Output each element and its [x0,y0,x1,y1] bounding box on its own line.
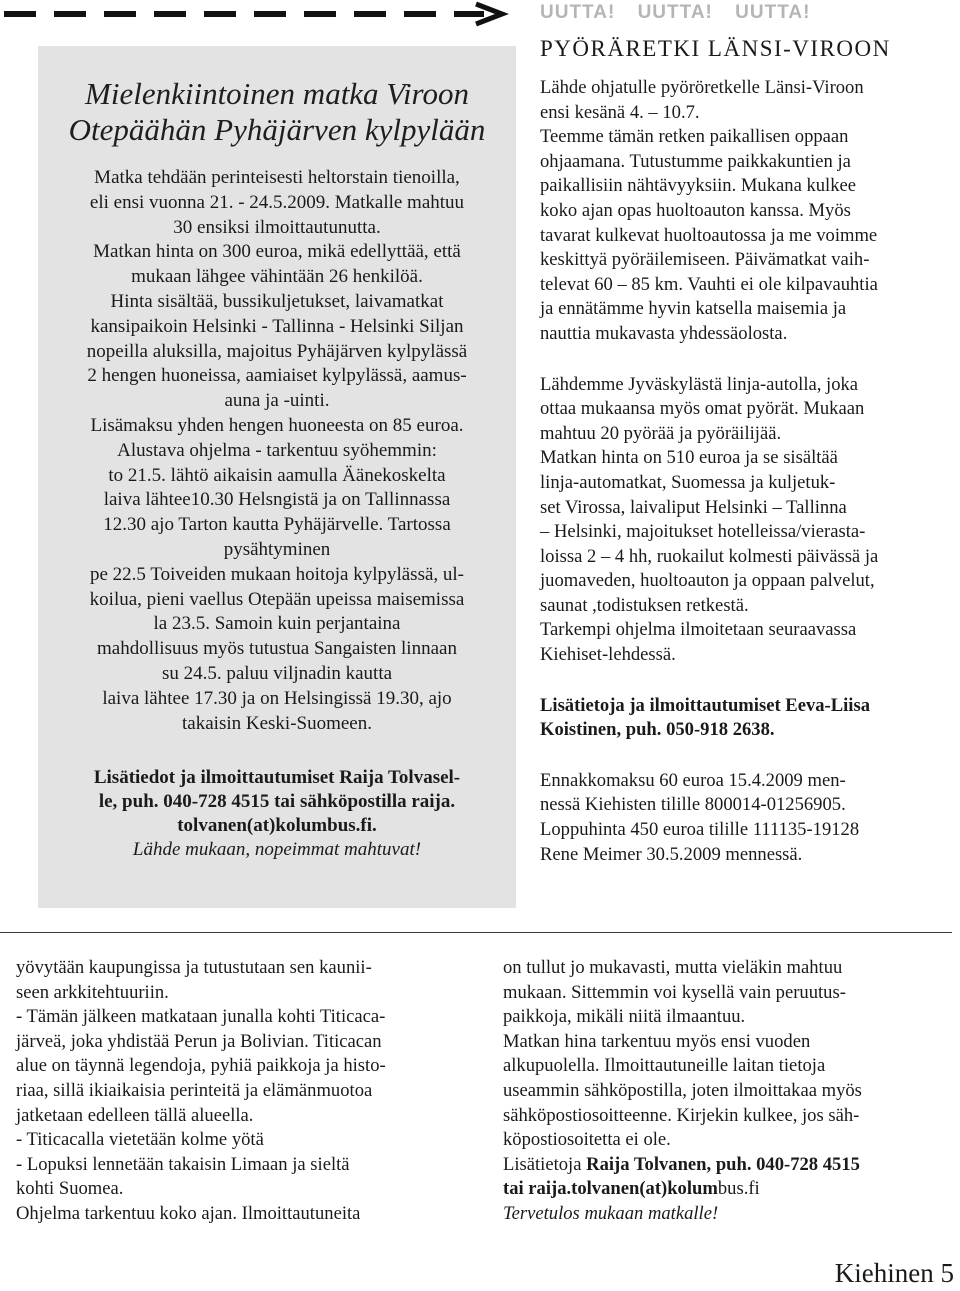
payment-line: nessä Kiehisten tilille 800014-01256905. [540,794,846,816]
bike-line: Kiehiset-lehdessä. [540,644,676,666]
trip-line: Matka tehdään perinteisesti heltorstain tienoilla, [94,167,460,188]
bike-line: ottaa mukaansa myös omat pyörät. Mukaan [540,398,865,420]
text-line: mukaan. Sittemmin voi kysellä vain peruutus- [503,981,846,1003]
text-line: riaa, sillä ikiaikaisia perinteitä ja elämänmuotoa [16,1079,373,1101]
text-line: seen arkkitehtuuriin. [16,981,169,1003]
contact-line [503,1177,953,1202]
trip-line: kansipaikoin Helsinki - Tallinna - Helsinki Siljan [90,315,464,337]
peru-trip-text-left [16,956,486,1227]
trip-line: pe 22.5 Toiveiden mukaan hoitoja kylpylässä, ul- [89,563,465,585]
trip-line: pysähtyminen [223,538,331,560]
trip-line: Lisämaksu yhden hengen huoneesta on 85 euroa. [90,414,464,436]
contact-line: tolvanen(at)kolumbus.fi. [177,815,377,837]
text-line: Matkan hina tarkentuu myös ensi vuoden [503,1030,811,1052]
trip-line: Hinta sisältää, bussikuljetukset, laivamatkat [110,290,444,312]
text-line: - Titicacalla vietetään kolme yötä [16,1129,264,1151]
contact-line: Lisätiedot ja ilmoittautumiset Raija Tolvasel- [93,767,461,789]
page-footer: Kiehinen 5 [834,1258,954,1288]
news-label: UUTTA! [735,2,811,23]
bike-line: paikallisiin nähtävyyksiin. Mukana kulkee [540,175,857,197]
bike-line: mahtuu 20 pyörää ja pyöräilijää. [540,422,782,444]
trip-title-line: Otepäähän Pyhäjärven kylpylään [68,112,486,147]
text-line: useammin sähköpostilla, joten ilmoittakaa myös [503,1079,862,1101]
bike-line: televat 60 – 85 km. Vauhti ei ole kilpavauhtia [540,273,878,295]
trip-title-line: Mielenkiintoinen matka Viroon [85,76,469,111]
welcome-closing: Tervetulos mukaan matkalle! [503,1202,719,1224]
bike-line: set Virossa, laivaliput Helsinki – Tallinna [540,496,847,518]
trip-line: laiva lähtee10.30 Helsngistä ja on Tallinnassa [103,489,451,511]
trip-line: to 21.5. lähtö aikaisin aamulla Äänekoskelta [108,464,446,486]
payment-line: Loppuhinta 450 euroa tilille 111135-19128 [540,819,860,841]
bike-line: – Helsinki, majoitukset hotelleissa/vierasta- [540,521,866,543]
trip-line: Alustava ohjelma - tarkentuu syöhemmin: [117,439,437,461]
otepaa-trip-box [38,46,516,908]
news-label: UUTTA! [637,2,713,23]
contact-line [503,1153,953,1178]
bike-line: Lähdemme Jyväskylästä linja-autolla, joka [540,373,859,395]
text-line: paikkoja, mikäli niitä ilmaantuu. [503,1006,746,1028]
trip-line: 30 ensiksi ilmoittautunutta. [173,216,381,238]
text-line: - Tämän jälkeen matkataan junalla kohti Titicaca- [16,1006,386,1028]
trip-line: la 23.5. Samoin kuin perjantaina [153,613,401,635]
trip-line: su 24.5. paluu viljnadin kautta [161,662,393,684]
text-line: köpostiosoitetta ei ole. [503,1129,671,1151]
trip-line: auna ja -uinti. [224,390,330,412]
text-line: - Lopuksi lennetään takaisin Limaan ja sieltä [16,1153,350,1175]
bike-line: keskittyä pyöräilemiseen. Päivämatkat vaih- [540,249,870,271]
bike-line: koko ajan opas huoltoauton kanssa. Myös [540,199,851,221]
bike-line: saunat ,todistuksen retkestä. [540,594,749,616]
bike-trip-title: PYÖRÄRETKI LÄNSI-VIROON [540,36,891,61]
text-line: sähköpostiosoitteenne. Kirjekin kulkee, jos säh- [503,1104,860,1126]
trip-line: eli ensi vuonna 21. - 24.5.2009. Matkalle mahtuu [89,191,465,213]
news-banner [540,2,826,24]
bike-line: ensi kesänä 4. – 10.7. [540,101,700,123]
trip-line: laiva lähtee 17.30 ja on Helsingissä 19.30, ajo [102,687,452,709]
peru-trip-text-right [503,956,953,1227]
trip-line: Matkan hinta on 300 euroa, mikä edellyttää, että [93,241,461,263]
trip-line: 2 hengen huoneissa, aamiaiset kylpylässä, aamus- [87,365,467,387]
trip-line: mukaan lähgee vähintään 26 henkilöä. [131,266,423,288]
bike-line: juomaveden, huoltoauton ja oppaan palvelut, [540,570,875,592]
contact-line: le, puh. 040-728 4515 tai sähköpostilla raija. [98,791,456,813]
trip-contact [52,766,502,862]
trip-title [52,76,502,148]
bike-line: Teemme tämän retken paikallisen oppaan [540,126,849,148]
payment-line: Ennakkomaksu 60 euroa 15.4.2009 men- [540,769,846,791]
bike-line: Lähde ohjatulle pyöröretkelle Länsi-Viroon [540,77,864,98]
bike-line: linja-automatkat, Suomessa ja kuljetuk- [540,471,836,493]
bike-contact-line: Lisätietoja ja ilmoittautumiset Eeva-Liisa [540,694,871,716]
text-line: on tullut jo mukavasti, mutta vieläkin mahtuu [503,957,843,978]
bike-trip-body [540,76,960,867]
text-line: alue on täynnä legendoja, pyhiä paikkoja ja histo- [16,1055,386,1077]
bike-line: ja ennätämme hyvin katsella maisemia ja [540,298,847,320]
bike-line: ohjaamana. Tutustumme paikkakuntien ja [540,150,851,172]
bike-line: loissa 2 – 4 hh, ruokailut kolmesti päivässä ja [540,545,879,567]
bike-line: Tarkempi ohjelma ilmoitetaan seuraavassa [540,619,857,641]
trip-description [52,166,502,736]
trip-line: 12.30 ajo Tarton kautta Pyhäjärvelle. Tartossa [103,514,451,536]
dashed-arrow-decoration [0,0,510,30]
news-label: UUTTA! [540,2,616,23]
contact-name: Raija Tolvanen, puh. 040-728 4515 [586,1153,860,1175]
bike-line: nauttia mukavasta yhdessäolosta. [540,322,788,344]
section-divider [0,932,952,933]
text-line: jatketaan edelleen tällä alueella. [16,1104,254,1126]
text-line: kohti Suomea. [16,1178,124,1200]
trip-line: mahdollisuus myös tutustua Sangaisten linnaan [97,638,457,660]
bike-line: tavarat kulkevat huoltoautossa ja me voimme [540,224,878,246]
contact-prefix: Lisätietoja [503,1153,587,1175]
bike-line: Matkan hinta on 510 euroa ja se sisältää [540,447,838,469]
trip-line: takaisin Keski-Suomeen. [182,712,372,734]
payment-line: Rene Meimer 30.5.2009 mennessä. [540,843,803,865]
text-line: yövytään kaupungissa ja tutustutaan sen kaunii- [16,957,372,978]
trip-closing: Lähde mukaan, nopeimmat mahtuvat! [132,839,422,861]
bike-contact-line: Koistinen, puh. 050-918 2638. [540,719,775,741]
text-line: Ohjelma tarkentuu koko ajan. Ilmoittautuneita [16,1202,361,1224]
contact-email-tail: bus.fi [717,1178,760,1200]
text-line: alkupuolella. Ilmoittautuneille laitan tietoja [503,1055,826,1077]
contact-email: tai raija.tolvanen(at)kolum [503,1178,718,1200]
trip-line: nopeilla aluksilla, majoitus Pyhäjärven kylpylässä [86,340,468,362]
text-line: järveä, joka yhdistää Perun ja Bolivian. Titicacan [16,1030,382,1052]
trip-line: koilua, pieni vaellus Otepään upeissa maisemissa [89,588,465,610]
